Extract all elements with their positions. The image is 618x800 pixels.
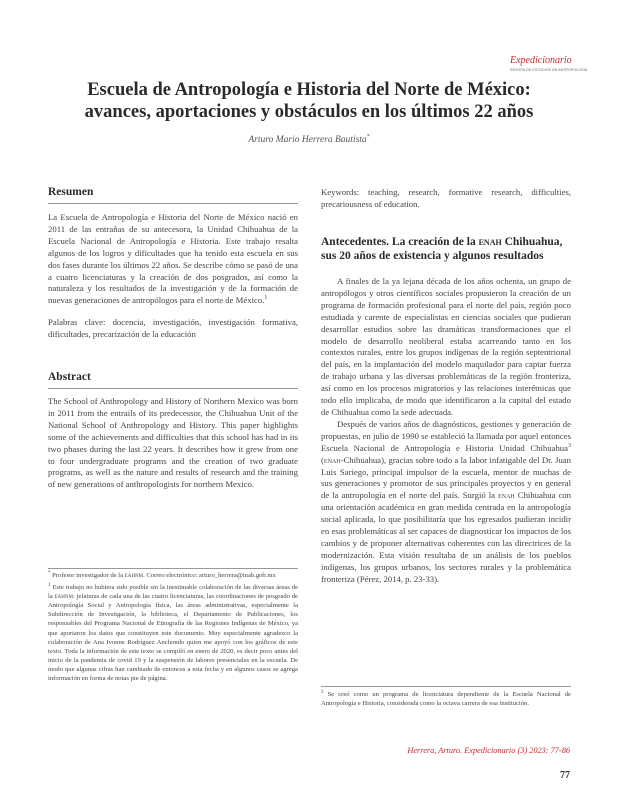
resumen-rule <box>48 203 298 204</box>
resumen-keywords: Palabras clave: docencia, investigación, investigación formativa, dificultades, precarización de la educación <box>48 317 298 340</box>
keywords-english <box>321 187 571 211</box>
section-paragraph-2 <box>321 419 571 586</box>
section-heading-pre: Antecedentes. La creación de la <box>321 236 479 248</box>
abstract-section <box>48 372 298 384</box>
author-footnote-mark: * <box>366 133 370 140</box>
author-name: Arturo Mario Herrera Bautista <box>248 135 367 145</box>
section-antecedentes <box>321 235 571 586</box>
footnote-3 <box>321 690 571 708</box>
footnote-1-post: . Correo electrónico: arturo_herrera@inah.gob.mx <box>143 572 276 579</box>
footnote-1-mark: * <box>48 570 51 576</box>
journal-logo-mark: Expedicionario <box>510 55 572 66</box>
footnote-1-acronym: eahnm <box>124 572 144 579</box>
journal-logo <box>510 55 588 78</box>
article-title-line2: avances, aportaciones y obstáculos en los últimos 22 años <box>84 102 534 122</box>
p2-part-a: Después de varios años de diagnósticos, gestiones y generación de propuestas, en julio de 1990 se estableció la llamada por aquel entonces Escuela Nacional de Antropología e Historia Unidad Chihuahua <box>321 418 571 453</box>
resumen-heading: Resumen <box>48 186 94 198</box>
footnote-3-mark: 3 <box>321 689 324 695</box>
abstract-keywords: Keywords: teaching, research, formative research, difficulties, precariousness of education. <box>321 187 571 209</box>
p2-part-b: ( <box>321 454 324 465</box>
footnote-2-acronym: eahnm <box>54 593 73 601</box>
p2-acronym-2: enah <box>498 490 515 501</box>
footnote-1-pre: Profesor investigador de la <box>52 572 125 579</box>
footnotes-rule-right <box>321 686 571 687</box>
footnotes-right <box>321 690 571 708</box>
footnote-3-text: Se creó como un programa de licenciatura dependiente de la Escuela Nacional de Antropología e Historia, considerada como la octava carrera de esa institución. <box>321 691 571 708</box>
section-heading-post: Chihuahua, sus 20 años de existencia y algunos resultados <box>321 236 563 262</box>
footnote-2 <box>48 583 298 683</box>
footnote-2-post: : jefaturas de cada una de las cuatro licenciaturas, las coordinaciones de posgrado de Antropología Social y Antropología física, las áreas administrativas, especialmente la Subdirección de Investigación, la biblioteca, el Departamento de Publicaciones, los responsables del Programa Nacional de Etnografía de las Regiones Indígenas de México, ya que aportaron los datos que constituyen este documento. Muy especialmente agradezco la colaboración de Ana Ivonne Rodríguez Anchondo quien me apoyó con los gráficos de este texto. Toda la información de este texto se compiló en enero de 2020, es decir poco antes del inicio de la pandemia de covid 19 y la suspensión de labores presenciales en la escuela. De modo que algunas cifras han cambiado de entonces a esta fecha y en algunos casos se agrega información en forma de notas pie de página. <box>48 593 298 683</box>
abstract-rule <box>48 388 298 389</box>
footnote-1 <box>48 571 298 580</box>
section-heading <box>321 235 571 263</box>
author-line <box>0 135 618 145</box>
p2-acronym-1: enah <box>323 454 341 465</box>
article-title <box>40 79 578 123</box>
footnote-2-mark: 1 <box>48 582 51 588</box>
running-citation: Herrera, Arturo. Expedicionario (3) 2023: 77-86 <box>407 746 570 755</box>
journal-logo-subtitle: REVISTA DE ESTUDIOS EN ANTROPOLOGÍA <box>510 68 588 72</box>
p2-part-d: Chihuahua con una orientación académica en gran medida centrada en la antropología social aplicada, lo que posibilitaría que los egresados pudieran incidir en esas problemáticas al ser capaces de diagnosticar los impactos de los cambios y de proponer alternativas coherentes con las directrices de la modernización. Esta visión resultaba de un análisis de los pueblos indígenas, los grupos urbanos, los sectores rurales y la problemática fronteriza (Pérez, 2014, p. 23-33). <box>321 490 571 584</box>
resumen-body <box>48 212 298 341</box>
footnotes-rule-left <box>48 568 298 569</box>
footnote-2-pre: Este trabajo no hubiera sido posible sin la inestimable colaboración de las diversas áreas de la <box>48 584 298 601</box>
article-title-line1: Escuela de Antropología e Historia del Norte de México: <box>87 80 531 100</box>
section-heading-acronym: enah <box>478 236 502 248</box>
footnotes-left <box>48 571 298 683</box>
resumen-footnote-mark: 1 <box>264 295 268 302</box>
resumen-section <box>48 187 298 199</box>
p2-footnote-mark: 3 <box>568 442 571 449</box>
abstract-heading: Abstract <box>48 371 91 383</box>
section-paragraph-1: A finales de la ya lejana década de los años ochenta, un grupo de antropólogos y otros científicos sociales propusieron la creación de un programa de formación profesional para el norte del país, región poco estudiada y carente de especialistas en ciencias sociales que pudieran desarrollar estudios sobre las dramáticas transformaciones que el modelo de desarrollo neoliberal estaba acarreando tanto en los contextos rurales, entre los grupos indígenas de la región septentrional del país, en la implantación del modelo maquilador para captar fuerza de trabajo urbana y las diversas problemáticas de la región fronteriza, así como en los procesos migratorios y las relaciones interétnicas que todo ello implicaba, de modo que identificaron a la capital del estado de Chihuahua como la sede adecuada. <box>321 276 571 417</box>
resumen-text: La Escuela de Antropología e Historia del Norte de México nació en 2011 de las entrañas de su antecesora, la Unidad Chihuahua de la Escuela Nacional de Antropología e Historia. Este trabajo resalta algunos de los logros y dificultades que ha tenido esta escuela en sus dos fases durante los últimos 22 años. Se describe cómo se pasó de una a cuatro licenciaturas y la creación de dos posgrados, así como la naturaleza y los resultados de la investigación y de la formación de nuevas generaciones de antropólogos para el norte de México. <box>48 212 298 306</box>
abstract-text: The School of Anthropology and History of Northern Mexico was born in 2011 from the entrails of its predecessor, the Chihuahua Unit of the National School of Anthropology and History. This paper highlights some of the achievements and difficulties that this school has had in its two phases during the last 22 years. It describes how it grew from one to four undergraduate programs and the creation of two graduate programs, as well as the nature and results of research and the training of new generations of anthropologists for northern Mexico. <box>48 396 298 490</box>
page-number: 77 <box>560 770 570 781</box>
p2-part-c: -Chihuahua), gracias sobre todo a la labor infatigable del Dr. Juan Luis Sariego, principal impulsor de la escuela, mentor de muchas de sus generaciones y promotor de sus principales proyectos y en general de la antropología en el norte del país. Surgió la <box>321 454 571 501</box>
abstract-body <box>48 396 298 491</box>
